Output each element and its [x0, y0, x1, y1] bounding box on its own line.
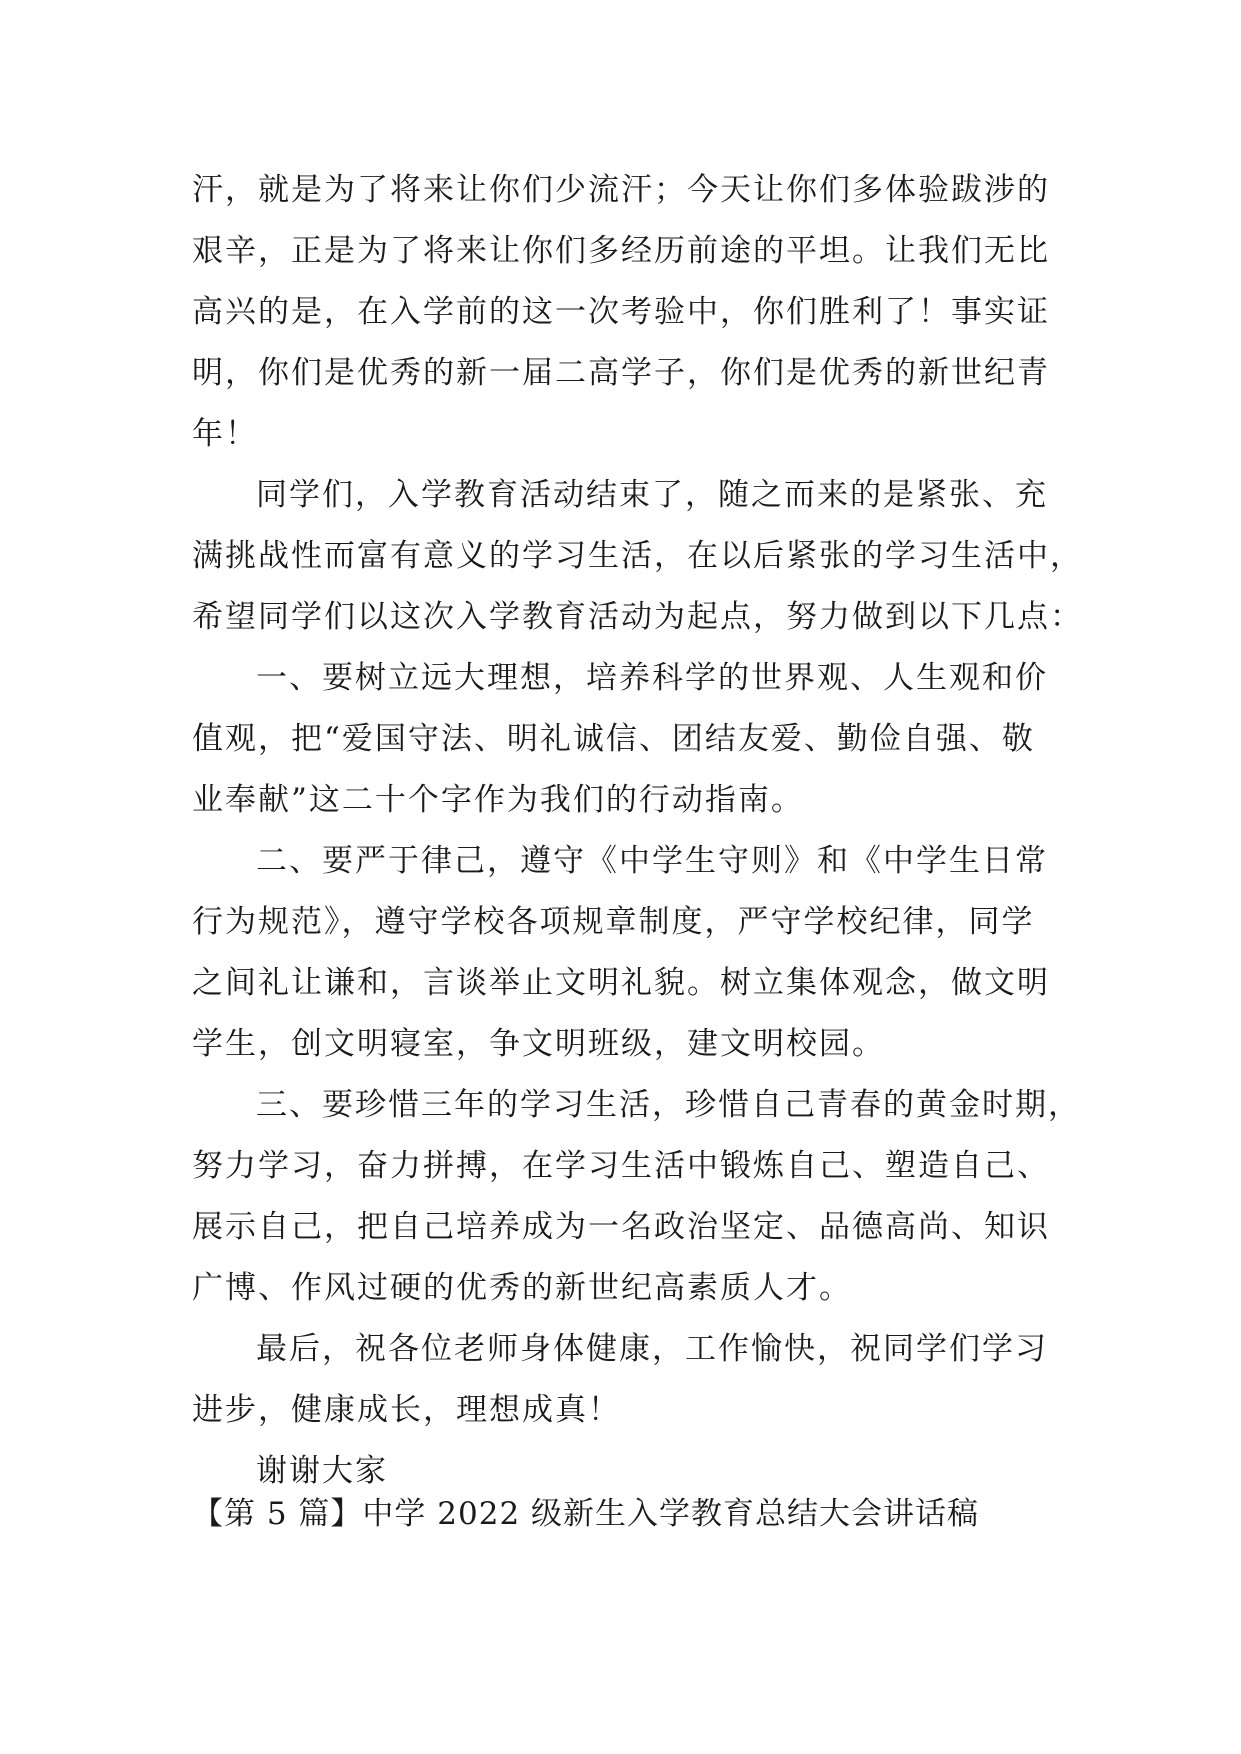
text-line: 汗，就是为了将来让你们少流汗；今天让你们多体验跋涉的	[192, 172, 1050, 208]
text-line: 值观，把“爱国守法、明礼诚信、团结友爱、勤俭自强、敬	[192, 721, 1035, 757]
text-line: 行为规范》，遵守学校各项规章制度，严守学校纪律，同学	[192, 904, 1035, 940]
speech-body	[192, 160, 1083, 1502]
text-line: 一、要树立远大理想，培养科学的世界观、人生观和价	[256, 660, 1048, 696]
text-line: 艰辛，正是为了将来让你们多经历前途的平坦。让我们无比	[192, 233, 1050, 269]
text-line: 年！	[192, 416, 258, 452]
text-line: 学生，创文明寝室，争文明班级，建文明校园。	[192, 1026, 885, 1062]
text-line: 二、要严于律己，遵守《中学生守则》和《中学生日常	[256, 843, 1048, 879]
text-line: 广博、作风过硬的优秀的新世纪高素质人才。	[192, 1270, 852, 1306]
text-line: 明，你们是优秀的新一届二高学子，你们是优秀的新世纪青	[192, 355, 1050, 391]
text-line: 之间礼让谦和，言谈举止文明礼貌。树立集体观念，做文明	[192, 965, 1050, 1001]
next-article-heading: 【第 5 篇】中学 2022 级新生入学教育总结大会讲话稿	[192, 1496, 980, 1532]
text-line: 展示自己，把自己培养成为一名政治坚定、品德高尚、知识	[192, 1209, 1050, 1245]
text-line: 三、要珍惜三年的学习生活，珍惜自己青春的黄金时期，	[256, 1087, 1081, 1123]
text-line: 业奉献”这二十个字作为我们的行动指南。	[192, 782, 804, 818]
text-line: 谢谢大家	[256, 1453, 388, 1489]
text-line: 满挑战性而富有意义的学习生活，在以后紧张的学习生活中，	[192, 538, 1083, 574]
text-line: 高兴的是，在入学前的这一次考验中，你们胜利了！事实证	[192, 294, 1050, 330]
text-line: 进步，健康成长，理想成真！	[192, 1392, 621, 1428]
text-line: 希望同学们以这次入学教育活动为起点，努力做到以下几点：	[192, 599, 1083, 635]
text-line: 努力学习，奋力拼搏，在学习生活中锻炼自己、塑造自己、	[192, 1148, 1050, 1184]
text-line: 最后，祝各位老师身体健康，工作愉快，祝同学们学习	[256, 1331, 1048, 1367]
text-line: 同学们，入学教育活动结束了，随之而来的是紧张、充	[256, 477, 1048, 513]
